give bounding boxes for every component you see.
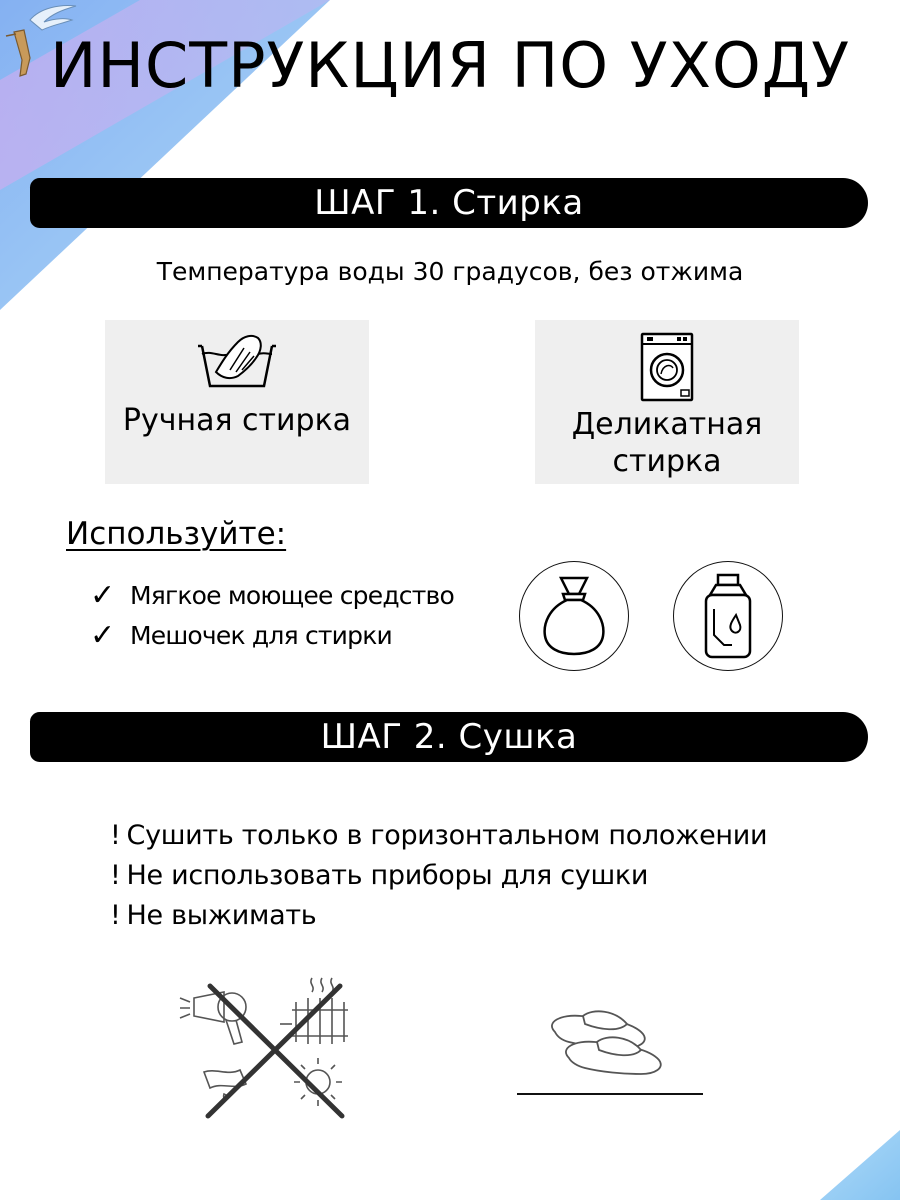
use-item-label: Мешочек для стирки [130,621,392,650]
dry-rule [110,858,648,894]
step1-banner [30,178,868,228]
use-item [90,618,392,653]
use-item-label: Мягкое моющее средство [130,581,454,610]
dry-rule-text: Не использовать приборы для сушки [126,860,649,891]
laundry-bag-icon [539,574,609,658]
no-heat-drying-icon [176,972,356,1122]
dry-rule [110,818,767,854]
hand-wash-label: Ручная стирка [122,403,352,438]
delicate-wash-label-line1: Деликатная [571,407,763,442]
dry-rule-text: Не выжимать [126,900,317,931]
delicate-wash-card [535,320,799,484]
flat-dry-slippers-icon [515,1000,705,1100]
warning-mark: ! [110,900,121,931]
delicate-wash-label-line2: стирка [612,444,722,479]
step1-heading: ШАГ 1. Стирка [314,183,584,223]
check-icon: ✓ [90,618,115,653]
warning-mark: ! [110,860,121,891]
warning-mark: ! [110,820,121,851]
detergent-bottle-icon [698,573,758,659]
step2-heading: ШАГ 2. Сушка [320,717,578,757]
washing-machine-icon [639,332,695,402]
hand-wash-icon [194,332,280,392]
use-title: Используйте: [66,516,287,552]
page-title: ИНСТРУКЦИЯ ПО УХОДУ [49,29,851,102]
dry-rule [110,898,316,934]
check-icon: ✓ [90,578,115,613]
step2-banner [30,712,868,762]
detergent-bottle-badge [673,561,783,671]
use-item [90,578,454,613]
step1-subtitle: Температура воды 30 градусов, без отжима [156,257,744,286]
laundry-bag-badge [519,561,629,671]
hand-wash-card [105,320,369,484]
dry-rule-text: Сушить только в горизонтальном положении [126,820,768,851]
